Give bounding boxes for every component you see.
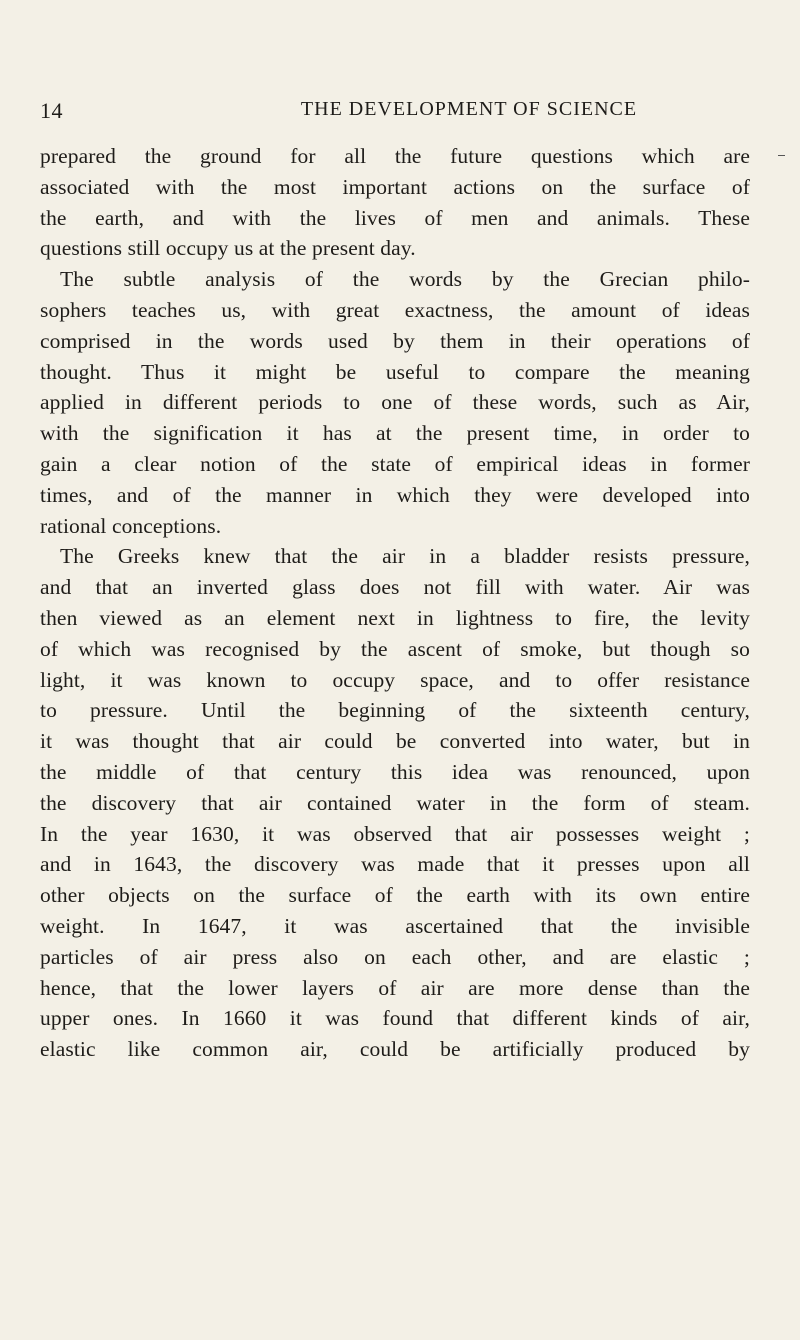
- text-line: of which was recognised by the ascent of smoke, but though so: [40, 636, 750, 661]
- text-line: applied in different periods to one of these words, such as Air,: [40, 390, 750, 415]
- text-line: it was thought that air could be converted into water, but in: [40, 729, 750, 754]
- text-line: upper ones. In 1660 it was found that different kinds of air,: [40, 1006, 750, 1031]
- text-line: to pressure. Until the beginning of the sixteenth century,: [40, 698, 750, 723]
- text-line: The Greeks knew that the air in a bladder resists pressure,: [60, 544, 750, 569]
- text-line: hence, that the lower layers of air are more dense than the: [40, 975, 750, 1000]
- body-text: [40, 141, 750, 1065]
- text-line: the discovery that air contained water in the form of steam.: [40, 790, 750, 815]
- page-number: 14: [40, 98, 63, 123]
- running-title: THE DEVELOPMENT OF SCIENCE: [300, 98, 638, 120]
- text-line: particles of air press also on each other, and are elastic ;: [40, 944, 750, 969]
- text-line: sophers teaches us, with great exactness, the amount of ideas: [40, 297, 750, 322]
- text-line: comprised in the words used by them in their operations of: [40, 328, 750, 353]
- text-line: then viewed as an element next in lightness to fire, the levity: [40, 605, 750, 630]
- text-line: gain a clear notion of the state of empirical ideas in former: [40, 451, 750, 476]
- text-line: weight. In 1647, it was ascertained that the invisible: [40, 913, 750, 938]
- text-line: and in 1643, the discovery was made that it presses upon all: [40, 852, 750, 877]
- text-line: the middle of that century this idea was renounced, upon: [40, 759, 750, 784]
- text-line: prepared the ground for all the future questions which are: [40, 144, 750, 168]
- text-line: light, it was known to occupy space, and to offer resistance: [40, 667, 750, 692]
- running-head: [40, 98, 788, 124]
- text-line: The subtle analysis of the words by the Grecian philo-: [60, 267, 750, 292]
- text-line: with the signification it has at the present time, in order to: [40, 421, 750, 446]
- text-line: elastic like common air, could be artificially produced by: [40, 1037, 750, 1062]
- text-line: and that an inverted glass does not fill with water. Air was: [40, 575, 750, 600]
- text-line: associated with the most important actions on the surface of: [40, 174, 750, 199]
- text-line: questions still occupy us at the present day.: [40, 236, 416, 261]
- text-line: thought. Thus it might be useful to compare the meaning: [40, 359, 750, 384]
- text-line: times, and of the manner in which they were developed into: [40, 482, 750, 507]
- text-line: other objects on the surface of the earth with its own entire: [40, 883, 750, 908]
- text-line: In the year 1630, it was observed that air possesses weight ;: [40, 821, 750, 846]
- text-line: rational conceptions.: [40, 513, 222, 538]
- text-line: the earth, and with the lives of men and animals. These: [40, 205, 750, 230]
- margin-mark: [778, 155, 785, 156]
